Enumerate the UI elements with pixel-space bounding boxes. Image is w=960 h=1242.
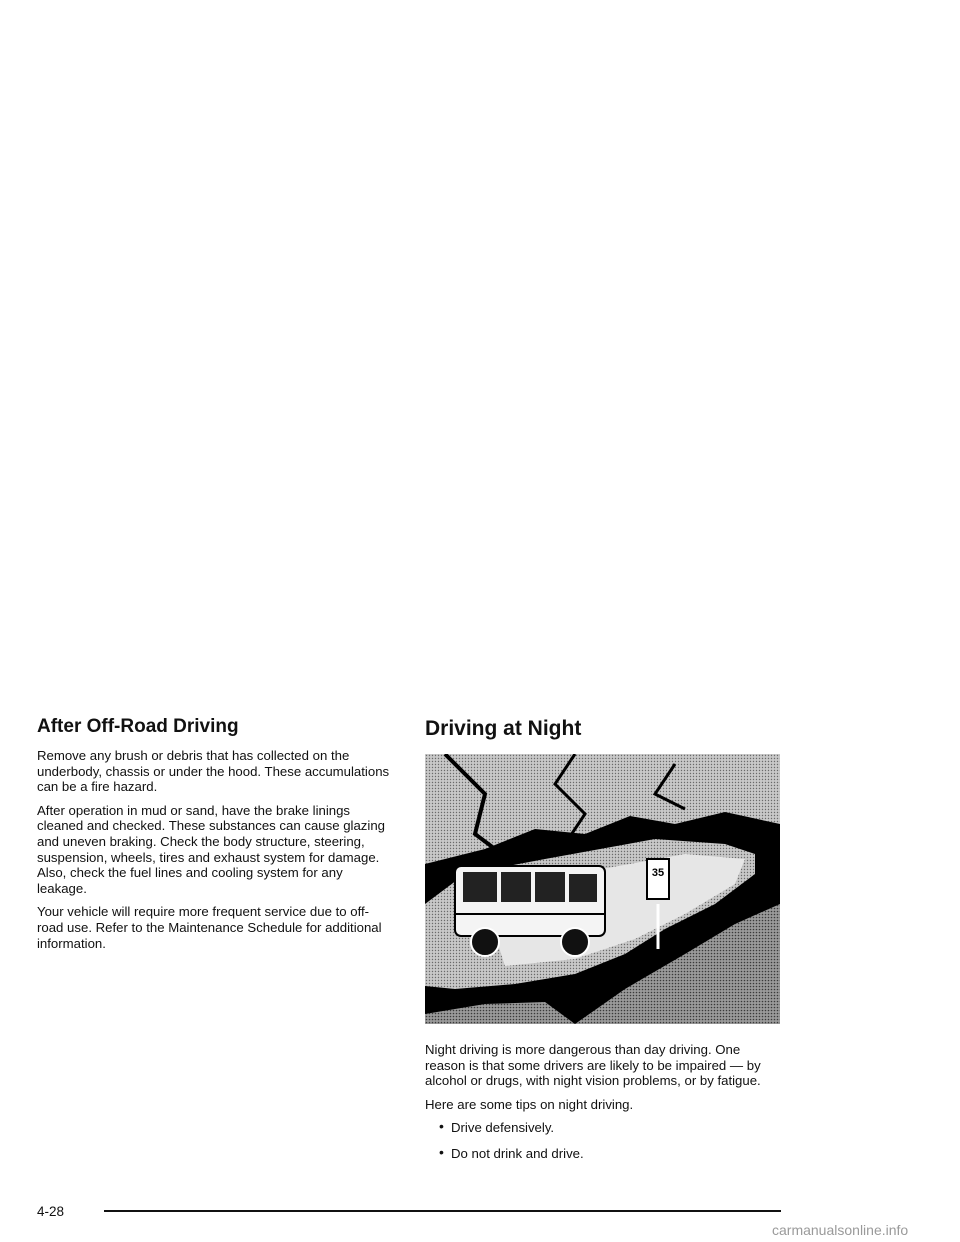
list-item: • Drive defensively. (439, 1118, 555, 1136)
section-driving-at-night (425, 716, 781, 1172)
bullet-icon: • (439, 1118, 444, 1135)
section-heading: Driving at Night (425, 717, 582, 740)
paragraph: Here are some tips on night driving. (425, 1096, 634, 1112)
tips-list (439, 1120, 781, 1161)
paragraph: After operation in mud or sand, have the brake linings cleaned and checked. These substances can cause glazing and uneven braking. Check the body structure, steering, suspension, wheels, tires and exhaust system for damage. Also, check the fuel lines and cooling system for any leakage. (37, 802, 385, 896)
footer-divider (104, 1210, 781, 1212)
list-item: • Do not drink and drive. (439, 1143, 584, 1161)
paragraph: Night driving is more dangerous than day driving. One reason is that some drivers are likely to be impaired — by alcohol or drugs, with night vision problems, or by fatigue. (425, 1042, 761, 1089)
night-driving-illustration (425, 754, 780, 1024)
section-heading: After Off-Road Driving (37, 716, 239, 737)
sign-text: 35 (651, 867, 665, 879)
paragraph: Remove any brush or debris that has collected on the underbody, chassis or under the hood. These accumulations can be a fire hazard. (37, 748, 390, 795)
paragraph: Your vehicle will require more frequent service due to off-road use. Refer to the Maintenance Schedule for additional information. (37, 904, 382, 951)
page-number: 4-28 (37, 1204, 65, 1219)
watermark: carmanualsonline.info (772, 1222, 909, 1238)
section-after-off-road-driving (37, 716, 392, 959)
bullet-icon: • (439, 1143, 444, 1160)
